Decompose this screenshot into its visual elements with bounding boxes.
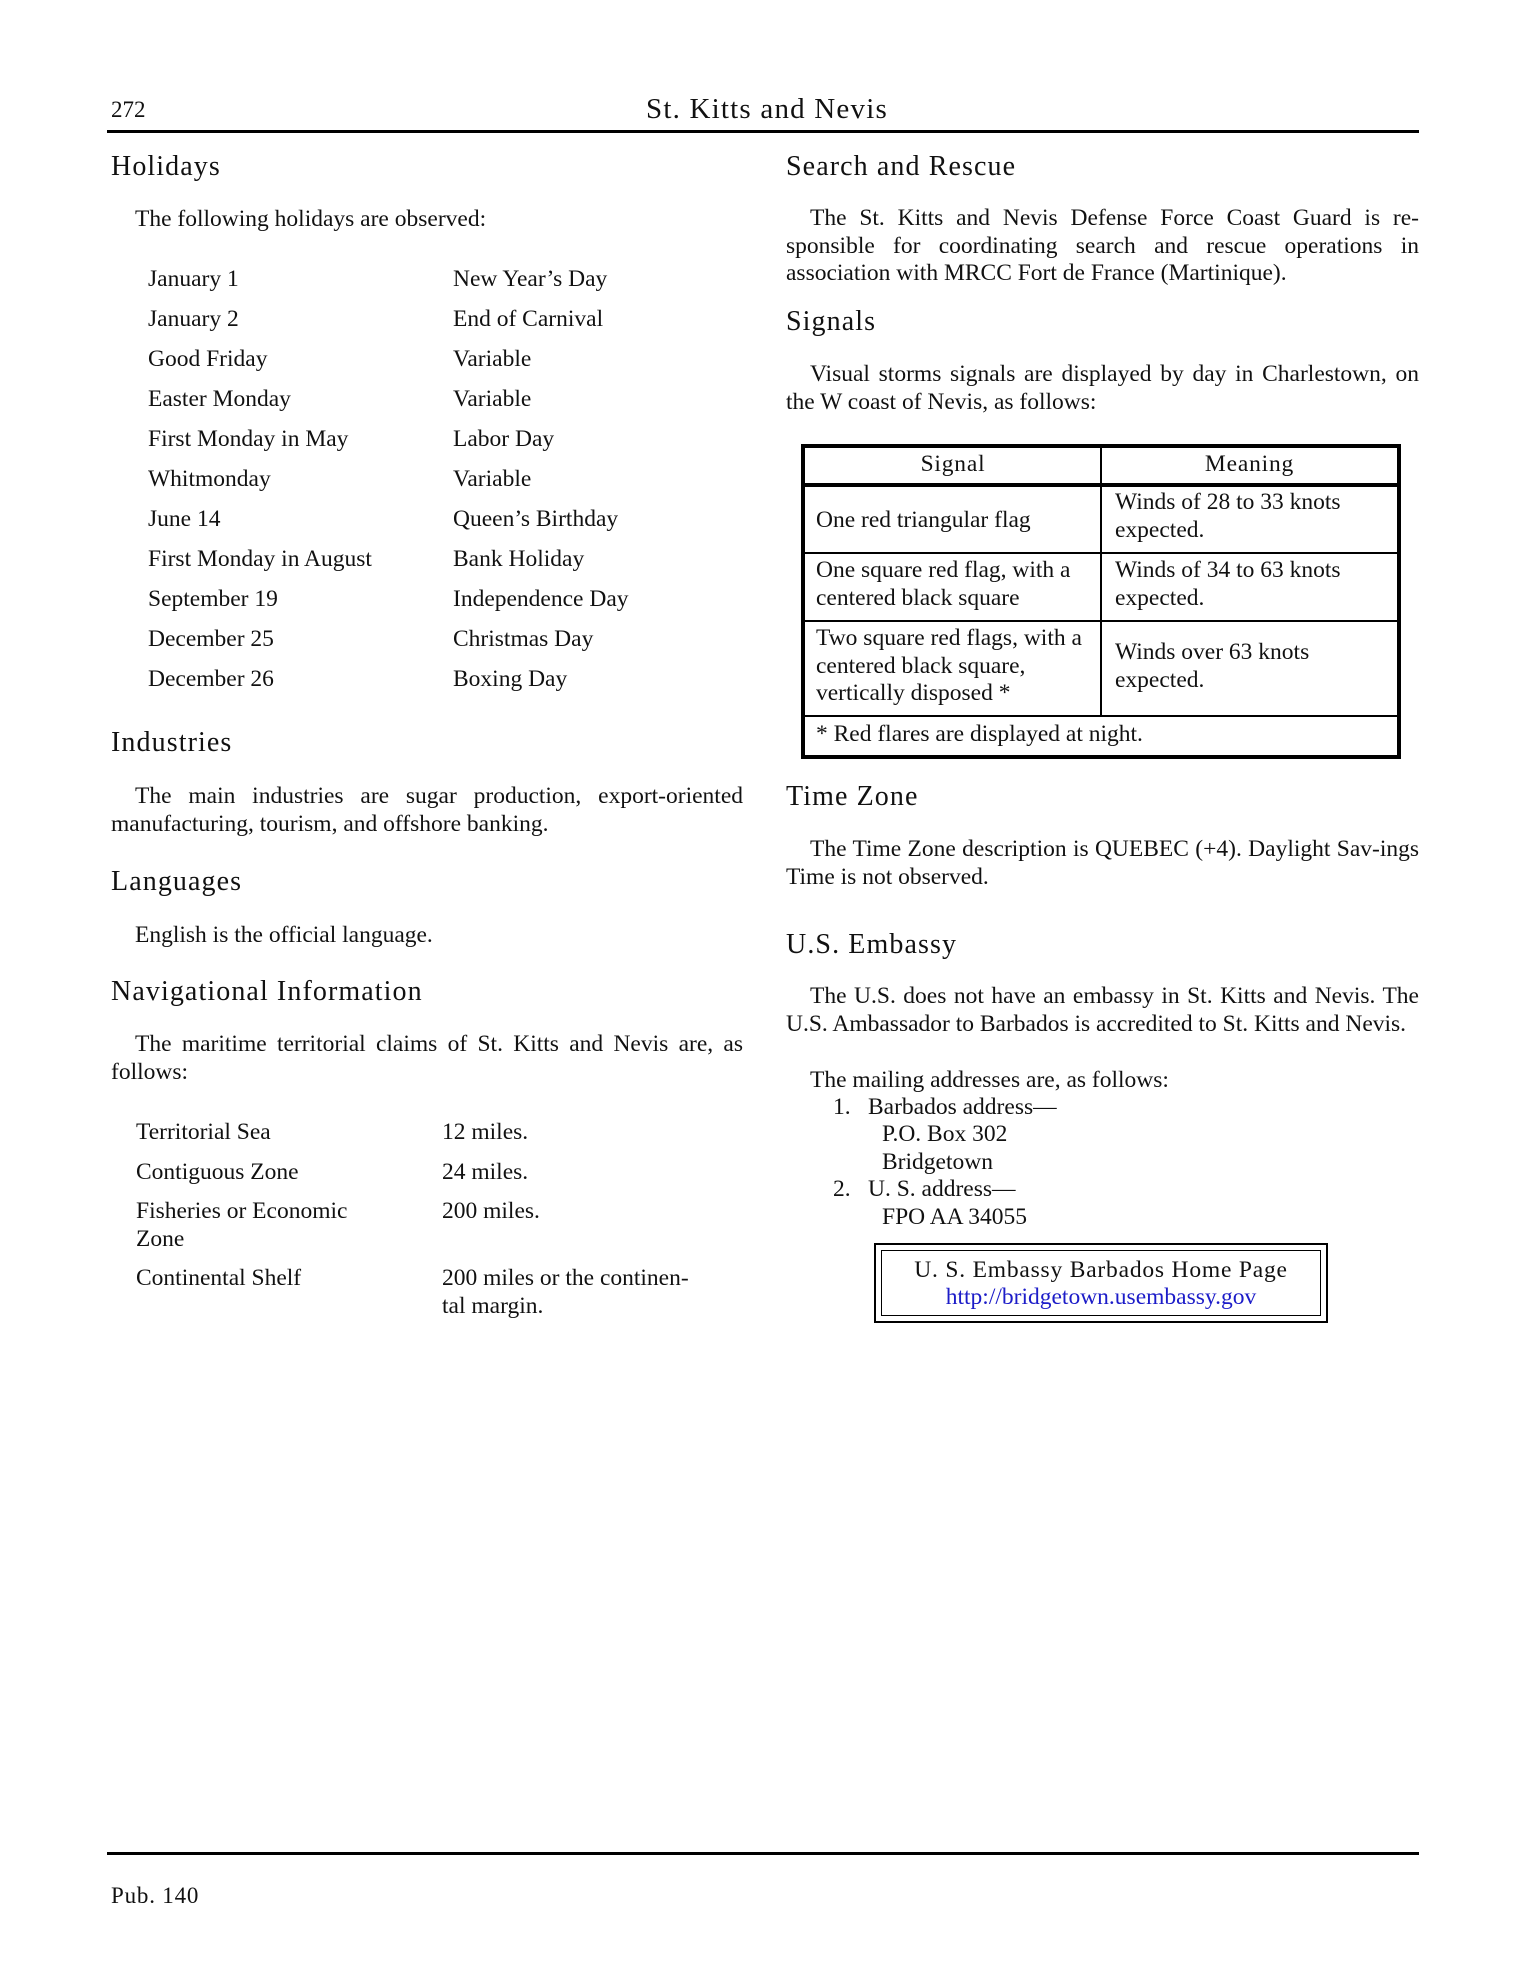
table-header-meaning: Meaning [1204, 451, 1295, 477]
holiday-name: Variable [453, 346, 532, 372]
page-number: 272 [111, 97, 146, 122]
holiday-date: December 26 [148, 666, 274, 692]
signals-text: Visual storms signals are displayed by day in Charlestown, on the W coast of Nevis, as follows: [786, 361, 1419, 415]
address-line: Bridgetown [882, 1149, 993, 1175]
claim-zone: Contiguous Zone [136, 1159, 299, 1185]
address-label: Barbados address— [868, 1094, 1057, 1120]
embassy-home-page-box [874, 1243, 1328, 1323]
languages-heading: Languages [111, 866, 243, 897]
holiday-name: Independence Day [453, 586, 629, 612]
address-number: 2. [833, 1176, 851, 1202]
holiday-row [148, 345, 748, 373]
holiday-name: Bank Holiday [453, 546, 585, 572]
signals-heading: Signals [786, 306, 877, 337]
holiday-name: End of Carnival [453, 306, 604, 332]
publication-label: Pub. 140 [111, 1883, 200, 1908]
holiday-date: June 14 [148, 506, 221, 532]
languages-text: English is the official language. [135, 922, 433, 948]
table-footnote: * Red flares are displayed at night. [816, 721, 1143, 747]
claim-zone: Territorial Sea [136, 1119, 271, 1145]
navigational-heading: Navigational Information [111, 976, 423, 1007]
holiday-date: December 25 [148, 626, 274, 652]
claim-limit: 200 miles or the continen-tal margin. [442, 1265, 689, 1319]
table-cell-signal: Two square red flags, with a centered black square, vertically disposed * [816, 625, 1082, 706]
table-cell-meaning: Winds over 63 knots expected. [1115, 639, 1310, 693]
holiday-name: New Year’s Day [453, 266, 608, 292]
holiday-name: Variable [453, 386, 532, 412]
address-line: FPO AA 34055 [882, 1204, 1027, 1230]
claim-limit: 200 miles. [442, 1198, 540, 1224]
holiday-row [148, 625, 748, 653]
holiday-name: Labor Day [453, 426, 555, 452]
table-cell-signal: One square red flag, with a centered black square [816, 557, 1071, 611]
holiday-date: First Monday in August [148, 546, 372, 572]
signals-table [801, 444, 1401, 759]
holidays-intro: The following holidays are observed: [135, 206, 487, 232]
table-column-divider [1100, 448, 1102, 716]
holiday-date: Easter Monday [148, 386, 291, 412]
holiday-name: Queen’s Birthday [453, 506, 619, 532]
claim-zone: Fisheries or Economic Zone [136, 1198, 348, 1252]
embassy-text: The U.S. does not have an embassy in St. Kitts and Nevis. The U.S. Ambassador to Barbados is accredited to St. Kitts and Nevis. [786, 983, 1419, 1037]
embassy-heading: U.S. Embassy [786, 929, 958, 960]
holiday-row [148, 305, 748, 333]
time-zone-text: The Time Zone description is QUEBEC (+4). Daylight Sav-ings Time is not observed. [786, 836, 1419, 890]
header-rule [107, 130, 1419, 133]
holiday-row [148, 585, 748, 613]
holiday-row [148, 425, 748, 453]
mailing-intro: The mailing addresses are, as follows: [810, 1067, 1169, 1093]
navigational-intro: The maritime territorial claims of St. Kitts and Nevis are, as follows: [111, 1031, 743, 1085]
holiday-date: January 1 [148, 266, 239, 292]
address-line: P.O. Box 302 [882, 1121, 1008, 1147]
holiday-row [148, 505, 748, 533]
claim-limit: 24 miles. [442, 1159, 529, 1185]
holiday-row [148, 665, 748, 693]
holiday-name: Variable [453, 466, 532, 492]
holiday-date: January 2 [148, 306, 239, 332]
industries-heading: Industries [111, 727, 233, 758]
time-zone-heading: Time Zone [786, 781, 919, 812]
holiday-date: First Monday in May [148, 426, 349, 452]
holidays-heading: Holidays [111, 151, 221, 182]
embassy-home-page-link[interactable]: http://bridgetown.usembassy.gov [945, 1284, 1257, 1310]
table-cell-signal: One red triangular flag [816, 507, 1031, 534]
address-label: U. S. address— [868, 1176, 1016, 1202]
table-cell-meaning: Winds of 34 to 63 knots expected. [1115, 557, 1341, 611]
holiday-row [148, 465, 748, 493]
claim-zone: Continental Shelf [136, 1265, 302, 1291]
holiday-name: Boxing Day [453, 666, 568, 692]
holiday-date: September 19 [148, 586, 278, 612]
holiday-name: Christmas Day [453, 626, 594, 652]
table-header-signal: Signal [920, 451, 986, 477]
holiday-date: Whitmonday [148, 466, 271, 492]
holiday-date: Good Friday [148, 346, 268, 372]
table-cell-meaning: Winds of 28 to 33 knots expected. [1115, 489, 1341, 543]
holiday-row [148, 385, 748, 413]
industries-text: The main industries are sugar production, export-oriented manufacturing, tourism, and offshore banking. [111, 783, 743, 837]
footer-rule [107, 1852, 1419, 1855]
search-rescue-text: The St. Kitts and Nevis Defense Force Coast Guard is re-sponsible for coordinating search and rescue operations in association with MRCC Fort de France (Martinique). [786, 205, 1419, 286]
holiday-row [148, 545, 748, 573]
home-page-title: U. S. Embassy Barbados Home Page [914, 1257, 1288, 1283]
address-number: 1. [833, 1094, 851, 1120]
claim-limit: 12 miles. [442, 1119, 529, 1145]
holiday-row [148, 265, 748, 293]
search-rescue-heading: Search and Rescue [786, 151, 1017, 182]
page-title: St. Kitts and Nevis [646, 93, 888, 125]
